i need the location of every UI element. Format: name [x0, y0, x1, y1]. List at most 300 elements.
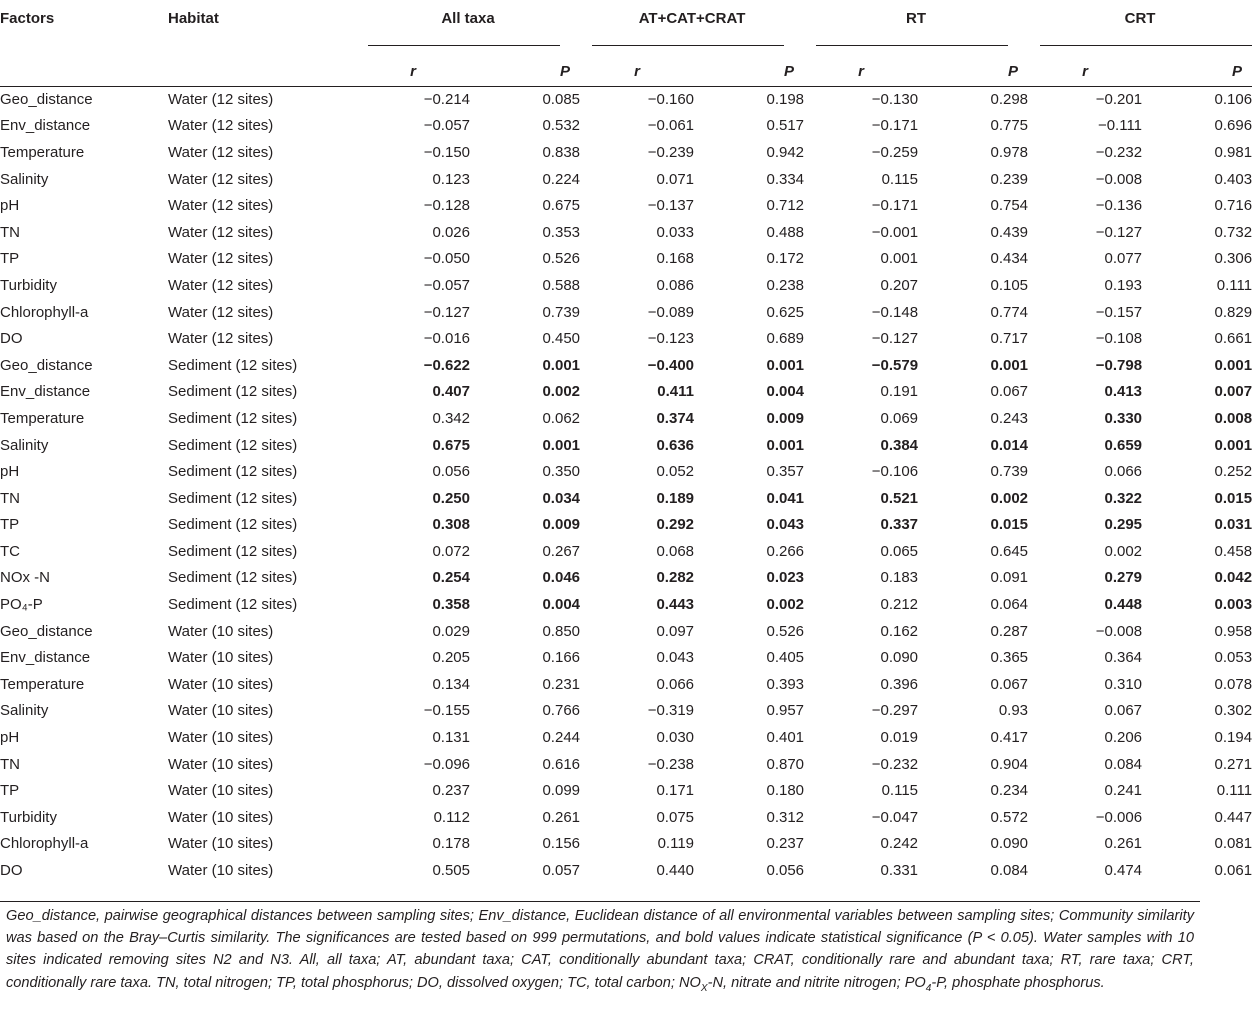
- p-value-cell: 0.001: [766, 436, 805, 454]
- r-value-cell: 0.295: [1104, 516, 1143, 534]
- table-row: [0, 831, 1252, 858]
- habitat-cell: Sediment (12 sites): [168, 542, 298, 560]
- p-value-cell: 0.488: [766, 223, 805, 241]
- r-value-cell: −0.238: [647, 755, 695, 773]
- footnote-divider: [0, 901, 1200, 902]
- p-value-cell: 0.001: [990, 356, 1029, 374]
- r-value-cell: −0.016: [423, 330, 470, 348]
- factor-cell: Salinity: [0, 170, 49, 188]
- p-value-cell: 0.267: [542, 542, 581, 560]
- table-row: [0, 512, 1252, 539]
- p-value-cell: 0.234: [990, 782, 1029, 800]
- factor-cell: Geo_distance: [0, 90, 93, 108]
- r-value-cell: 0.026: [432, 223, 470, 241]
- p-value-cell: 0.078: [1214, 675, 1252, 693]
- p-value-cell: 0.014: [990, 436, 1029, 454]
- p-value-cell: 0.405: [766, 649, 805, 667]
- p-value-cell: 0.403: [1214, 170, 1252, 188]
- p-value-cell: 0.625: [766, 303, 805, 321]
- r-value-cell: −0.008: [1095, 170, 1143, 188]
- r-value-cell: 0.072: [432, 542, 470, 560]
- r-value-cell: 0.505: [432, 862, 470, 879]
- p-value-cell: 0.350: [542, 463, 581, 481]
- p-value-cell: 0.447: [1214, 808, 1252, 826]
- table-row: [0, 433, 1252, 460]
- p-value-cell: 0.034: [542, 489, 581, 507]
- habitat-cell: Water (10 sites): [168, 702, 274, 720]
- p-value-cell: 0.090: [990, 835, 1029, 853]
- p-value-cell: 0.357: [766, 463, 805, 481]
- header-group-all-taxa: All taxa: [441, 10, 495, 27]
- habitat-cell: Sediment (12 sites): [168, 489, 298, 507]
- r-value-cell: 0.033: [656, 223, 695, 241]
- r-value-cell: −0.106: [871, 463, 919, 481]
- r-value-cell: 0.065: [880, 542, 919, 560]
- r-value-cell: 0.056: [432, 463, 470, 481]
- p-value-cell: 0.091: [990, 569, 1029, 587]
- r-value-cell: 0.250: [432, 489, 470, 507]
- header-r: r: [634, 63, 640, 81]
- r-value-cell: 0.097: [656, 622, 695, 640]
- table-row: [0, 246, 1252, 273]
- header-p: P: [784, 63, 795, 81]
- table-row: [0, 565, 1252, 592]
- p-value-cell: 0.062: [542, 409, 581, 427]
- p-value-cell: 0.716: [1214, 197, 1252, 215]
- p-value-cell: 0.001: [542, 436, 581, 454]
- p-value-cell: 0.085: [542, 90, 581, 108]
- r-value-cell: 0.112: [433, 808, 470, 826]
- r-value-cell: 0.411: [657, 383, 695, 401]
- factor-cell: TP: [0, 516, 20, 534]
- r-value-cell: −0.089: [647, 303, 695, 321]
- header-group-crt: CRT: [1124, 10, 1156, 27]
- r-value-cell: 0.131: [432, 729, 470, 747]
- r-value-cell: −0.096: [423, 755, 470, 773]
- p-value-cell: 0.353: [542, 223, 581, 241]
- p-value-cell: 0.007: [1214, 383, 1252, 401]
- r-value-cell: −0.319: [647, 702, 695, 720]
- p-value-cell: 0.417: [990, 729, 1029, 747]
- footnote-text: -N, nitrate and nitrite nitrogen; PO: [707, 974, 926, 991]
- p-value-cell: 0.434: [990, 250, 1029, 268]
- p-value-cell: 0.261: [542, 808, 581, 826]
- p-value-cell: 0.616: [542, 755, 581, 773]
- r-value-cell: −0.400: [647, 356, 695, 374]
- r-value-cell: −0.155: [423, 702, 470, 720]
- p-value-cell: 0.004: [766, 383, 805, 401]
- r-value-cell: −0.157: [1095, 303, 1143, 321]
- habitat-cell: Sediment (12 sites): [168, 516, 298, 534]
- r-value-cell: −0.057: [423, 117, 470, 135]
- p-value-cell: 0.958: [1214, 622, 1252, 640]
- p-value-cell: 0.056: [766, 862, 805, 879]
- table-row: [0, 778, 1252, 805]
- factor-cell: TN: [0, 489, 20, 507]
- r-value-cell: −0.622: [423, 356, 470, 374]
- table-body: [0, 87, 1252, 885]
- factor-cell: Chlorophyll-a: [0, 835, 89, 853]
- factor-cell: Geo_distance: [0, 356, 93, 374]
- p-value-cell: 0.057: [542, 862, 581, 879]
- habitat-cell: Water (12 sites): [168, 223, 274, 241]
- factor-cell: Temperature: [0, 675, 85, 693]
- factor-cell: PO₄-P: [0, 596, 43, 614]
- r-value-cell: 0.331: [880, 862, 919, 879]
- r-value-cell: 0.212: [880, 596, 919, 614]
- p-value-cell: 0.266: [766, 542, 805, 560]
- r-value-cell: −0.127: [1095, 223, 1143, 241]
- footnote-subscript-4: 4: [925, 982, 932, 994]
- factor-cell: TP: [0, 250, 20, 268]
- r-value-cell: 0.119: [657, 835, 695, 853]
- r-value-cell: −0.128: [423, 197, 470, 215]
- r-value-cell: 0.090: [880, 649, 919, 667]
- r-value-cell: 0.440: [656, 862, 695, 879]
- header-r: r: [410, 63, 416, 81]
- p-value-cell: 0.002: [766, 596, 805, 614]
- p-value-cell: 0.002: [542, 383, 581, 401]
- r-value-cell: 0.282: [656, 569, 695, 587]
- r-value-cell: −0.148: [871, 303, 919, 321]
- p-value-cell: 0.009: [766, 409, 805, 427]
- p-value-cell: 0.023: [766, 569, 805, 587]
- p-value-cell: 0.957: [766, 702, 805, 720]
- r-value-cell: 0.189: [656, 489, 695, 507]
- p-value-cell: 0.298: [990, 90, 1029, 108]
- table-row: [0, 193, 1252, 220]
- table-row: [0, 805, 1252, 832]
- habitat-cell: Water (10 sites): [168, 862, 274, 879]
- habitat-cell: Sediment (12 sites): [168, 409, 298, 427]
- header-p: P: [560, 63, 571, 81]
- r-value-cell: 0.241: [1104, 782, 1143, 800]
- r-value-cell: 0.066: [1104, 463, 1143, 481]
- p-value-cell: 0.675: [542, 197, 581, 215]
- r-value-cell: −0.057: [423, 276, 470, 294]
- habitat-cell: Sediment (12 sites): [168, 436, 298, 454]
- table-row: [0, 220, 1252, 247]
- factor-cell: pH: [0, 729, 20, 747]
- r-value-cell: 0.205: [432, 649, 470, 667]
- table-header: [0, 6, 1252, 87]
- factor-cell: TN: [0, 223, 20, 241]
- p-value-cell: 0.829: [1214, 303, 1252, 321]
- p-value-cell: 0.401: [766, 729, 805, 747]
- p-value-cell: 0.053: [1214, 649, 1252, 667]
- table-row: [0, 326, 1252, 353]
- factor-cell: Turbidity: [0, 276, 57, 294]
- factor-cell: Temperature: [0, 143, 85, 161]
- habitat-cell: Water (12 sites): [168, 303, 274, 321]
- r-value-cell: −0.050: [423, 250, 470, 268]
- habitat-cell: Sediment (12 sites): [168, 356, 298, 374]
- r-value-cell: 0.183: [880, 569, 919, 587]
- p-value-cell: 0.334: [766, 170, 805, 188]
- header-p: P: [1232, 63, 1243, 81]
- r-value-cell: 0.071: [656, 170, 695, 188]
- p-value-cell: 0.572: [990, 808, 1029, 826]
- habitat-cell: Water (10 sites): [168, 755, 274, 773]
- r-value-cell: 0.077: [1104, 250, 1143, 268]
- habitat-cell: Sediment (12 sites): [168, 383, 298, 401]
- r-value-cell: 0.521: [880, 489, 919, 507]
- r-value-cell: −0.171: [871, 197, 919, 215]
- p-value-cell: 0.156: [542, 835, 581, 853]
- group-underline: [804, 33, 1028, 60]
- factor-cell: DO: [0, 862, 23, 879]
- p-value-cell: 0.689: [766, 330, 805, 348]
- group-underline: [1028, 33, 1252, 60]
- habitat-cell: Water (12 sites): [168, 330, 274, 348]
- habitat-cell: Water (10 sites): [168, 729, 274, 747]
- r-value-cell: 0.029: [432, 622, 470, 640]
- p-value-cell: 0.365: [990, 649, 1029, 667]
- r-value-cell: −0.214: [423, 90, 470, 108]
- r-value-cell: 0.636: [656, 436, 695, 454]
- habitat-cell: Water (12 sites): [168, 276, 274, 294]
- r-value-cell: 0.364: [1104, 649, 1143, 667]
- r-value-cell: 0.178: [432, 835, 470, 853]
- table-row: [0, 619, 1252, 646]
- factor-cell: NOx -N: [0, 569, 50, 587]
- table-row: [0, 379, 1252, 406]
- r-value-cell: 0.254: [432, 569, 470, 587]
- r-value-cell: −0.137: [647, 197, 695, 215]
- p-value-cell: 0.458: [1214, 542, 1252, 560]
- table-row: [0, 486, 1252, 513]
- factor-cell: Geo_distance: [0, 622, 93, 640]
- habitat-cell: Water (10 sites): [168, 835, 274, 853]
- r-value-cell: 0.084: [1104, 755, 1143, 773]
- p-value-cell: 0.243: [990, 409, 1029, 427]
- r-value-cell: 0.193: [1104, 276, 1143, 294]
- factor-cell: Env_distance: [0, 383, 91, 401]
- p-value-cell: 0.93: [998, 702, 1029, 720]
- group-underline: [356, 33, 580, 60]
- p-value-cell: 0.287: [990, 622, 1029, 640]
- header-habitat: Habitat: [168, 10, 219, 27]
- r-value-cell: −0.171: [871, 117, 919, 135]
- p-value-cell: 0.084: [990, 862, 1029, 879]
- r-value-cell: −0.136: [1095, 197, 1143, 215]
- p-value-cell: 0.271: [1214, 755, 1252, 773]
- p-value-cell: 0.041: [766, 489, 805, 507]
- habitat-cell: Sediment (12 sites): [168, 463, 298, 481]
- p-value-cell: 0.302: [1214, 702, 1252, 720]
- p-value-cell: 0.238: [766, 276, 805, 294]
- p-value-cell: 0.067: [990, 675, 1029, 693]
- p-value-cell: 0.754: [990, 197, 1029, 215]
- p-value-cell: 0.105: [990, 276, 1029, 294]
- p-value-cell: 0.042: [1214, 569, 1252, 587]
- p-value-cell: 0.067: [990, 383, 1029, 401]
- habitat-cell: Water (10 sites): [168, 649, 274, 667]
- r-value-cell: 0.043: [656, 649, 695, 667]
- mantel-test-table: [0, 6, 1252, 885]
- p-value-cell: 0.009: [542, 516, 581, 534]
- p-value-cell: 0.588: [542, 276, 581, 294]
- r-value-cell: 0.358: [432, 596, 470, 614]
- p-value-cell: 0.015: [1214, 489, 1252, 507]
- r-value-cell: 0.068: [656, 542, 695, 560]
- table-row: [0, 113, 1252, 140]
- r-value-cell: 0.207: [880, 276, 919, 294]
- footnote-text: -P, phosphate phosphorus.: [931, 974, 1105, 991]
- r-value-cell: 0.474: [1104, 862, 1143, 879]
- p-value-cell: 0.942: [766, 143, 805, 161]
- p-value-cell: 0.111: [1216, 782, 1252, 800]
- r-value-cell: −0.006: [1095, 808, 1143, 826]
- factor-cell: Temperature: [0, 409, 85, 427]
- r-value-cell: 0.162: [880, 622, 919, 640]
- table-row: [0, 858, 1252, 885]
- habitat-cell: Water (12 sites): [168, 90, 274, 108]
- habitat-cell: Water (10 sites): [168, 675, 274, 693]
- p-value-cell: 0.306: [1214, 250, 1252, 268]
- p-value-cell: 0.526: [766, 622, 805, 640]
- table-row: [0, 539, 1252, 566]
- factor-cell: Chlorophyll-a: [0, 303, 89, 321]
- factor-cell: TC: [0, 542, 20, 560]
- habitat-cell: Sediment (12 sites): [168, 569, 298, 587]
- p-value-cell: 0.850: [542, 622, 581, 640]
- r-value-cell: −0.108: [1095, 330, 1143, 348]
- r-value-cell: 0.066: [656, 675, 695, 693]
- table-footnote: [6, 905, 1194, 994]
- factor-cell: Salinity: [0, 702, 49, 720]
- r-value-cell: −0.127: [423, 303, 470, 321]
- p-value-cell: 0.661: [1214, 330, 1252, 348]
- r-value-cell: −0.001: [871, 223, 919, 241]
- factor-cell: TN: [0, 755, 20, 773]
- table-row: [0, 87, 1252, 114]
- r-value-cell: 0.237: [432, 782, 470, 800]
- r-value-cell: 0.002: [1104, 542, 1143, 560]
- p-value-cell: 0.393: [766, 675, 805, 693]
- r-value-cell: −0.150: [423, 143, 470, 161]
- r-value-cell: −0.239: [647, 143, 695, 161]
- p-value-cell: 0.696: [1214, 117, 1252, 135]
- r-value-cell: 0.067: [1104, 702, 1143, 720]
- p-value-cell: 0.046: [542, 569, 581, 587]
- p-value-cell: 0.237: [766, 835, 805, 853]
- r-value-cell: −0.111: [1097, 117, 1143, 135]
- header-group-at-cat-crat: AT+CAT+CRAT: [638, 10, 746, 27]
- r-value-cell: −0.130: [871, 90, 919, 108]
- p-value-cell: 0.001: [1214, 356, 1252, 374]
- p-value-cell: 0.064: [990, 596, 1029, 614]
- r-value-cell: −0.160: [647, 90, 695, 108]
- table-row: [0, 592, 1252, 619]
- r-value-cell: 0.171: [656, 782, 695, 800]
- table-row: [0, 698, 1252, 725]
- group-underline-row: [0, 33, 1252, 60]
- p-value-cell: 0.001: [766, 356, 805, 374]
- r-value-cell: 0.443: [656, 596, 695, 614]
- habitat-cell: Water (12 sites): [168, 117, 274, 135]
- footnote-subscript-x: X: [700, 982, 708, 994]
- p-value-cell: 0.766: [542, 702, 581, 720]
- header-group-rt: RT: [906, 10, 927, 27]
- p-value-cell: 0.775: [990, 117, 1029, 135]
- p-value-cell: 0.978: [990, 143, 1029, 161]
- factor-cell: Salinity: [0, 436, 49, 454]
- r-value-cell: −0.232: [871, 755, 919, 773]
- p-value-cell: 0.231: [542, 675, 581, 693]
- habitat-cell: Water (12 sites): [168, 197, 274, 215]
- r-value-cell: 0.279: [1104, 569, 1143, 587]
- r-value-cell: 0.384: [880, 436, 919, 454]
- r-value-cell: −0.201: [1095, 90, 1143, 108]
- r-value-cell: 0.115: [881, 170, 919, 188]
- r-value-cell: −0.232: [1095, 143, 1143, 161]
- r-value-cell: 0.052: [656, 463, 695, 481]
- table-row: [0, 672, 1252, 699]
- p-value-cell: 0.981: [1214, 143, 1252, 161]
- header-r: r: [858, 63, 864, 81]
- r-value-cell: 0.030: [656, 729, 695, 747]
- p-value-cell: 0.031: [1214, 516, 1252, 534]
- p-value-cell: 0.739: [542, 303, 581, 321]
- factor-cell: Env_distance: [0, 117, 91, 135]
- table-row: [0, 406, 1252, 433]
- r-value-cell: 0.675: [432, 436, 470, 454]
- r-value-cell: 0.115: [881, 782, 919, 800]
- r-value-cell: 0.330: [1104, 409, 1143, 427]
- p-value-cell: 0.061: [1214, 862, 1252, 879]
- p-value-cell: 0.717: [990, 330, 1029, 348]
- table-row: [0, 300, 1252, 327]
- p-value-cell: 0.517: [766, 117, 805, 135]
- p-value-cell: 0.172: [766, 250, 805, 268]
- p-value-cell: 0.004: [542, 596, 581, 614]
- r-value-cell: 0.069: [880, 409, 919, 427]
- r-value-cell: 0.019: [880, 729, 919, 747]
- r-value-cell: 0.448: [1104, 596, 1143, 614]
- p-value-cell: 0.239: [990, 170, 1029, 188]
- p-value-cell: 0.450: [542, 330, 581, 348]
- p-value-cell: 0.015: [990, 516, 1029, 534]
- table-row: [0, 140, 1252, 167]
- factor-cell: pH: [0, 197, 20, 215]
- r-value-cell: −0.061: [647, 117, 695, 135]
- p-value-cell: 0.008: [1214, 409, 1252, 427]
- r-value-cell: 0.261: [1104, 835, 1143, 853]
- habitat-cell: Sediment (12 sites): [168, 596, 298, 614]
- p-value-cell: 0.002: [990, 489, 1029, 507]
- group-underline: [580, 33, 804, 60]
- p-value-cell: 0.198: [766, 90, 805, 108]
- factor-cell: Turbidity: [0, 808, 57, 826]
- r-value-cell: 0.308: [432, 516, 470, 534]
- p-value-cell: 0.712: [766, 197, 805, 215]
- r-value-cell: 0.086: [656, 276, 695, 294]
- r-value-cell: 0.242: [880, 835, 919, 853]
- r-value-cell: 0.413: [1104, 383, 1143, 401]
- factor-cell: DO: [0, 330, 23, 348]
- p-value-cell: 0.645: [990, 542, 1029, 560]
- factor-cell: TP: [0, 782, 20, 800]
- table-row: [0, 645, 1252, 672]
- table-row: [0, 725, 1252, 752]
- r-value-cell: 0.342: [432, 409, 470, 427]
- p-value-cell: 0.774: [990, 303, 1029, 321]
- r-value-cell: −0.259: [871, 143, 919, 161]
- r-value-cell: −0.798: [1095, 356, 1143, 374]
- factor-cell: Env_distance: [0, 649, 91, 667]
- footnote-text: Geo_distance, pairwise geographical distances between sampling sites; Env_distance, Euclidean distance of all environmental variables between sampling sites; Community similarity was based on the Bray–Curtis similarity. The significances are tested based on 999 permutations, and bold values indicate statistical significance (P < 0.05). Water samples with 10 sites indicated removing sites N2 and N3. All, all taxa; AT, abundant taxa; CAT, conditionally abundant taxa; CRAT, conditionally rare and abundant taxa; RT, rare taxa; CRT, conditionally rare taxa. TN, total nitrogen; TP, total phosphorus; DO, dissolved oxygen; TC, total carbon; NO: [6, 908, 1194, 991]
